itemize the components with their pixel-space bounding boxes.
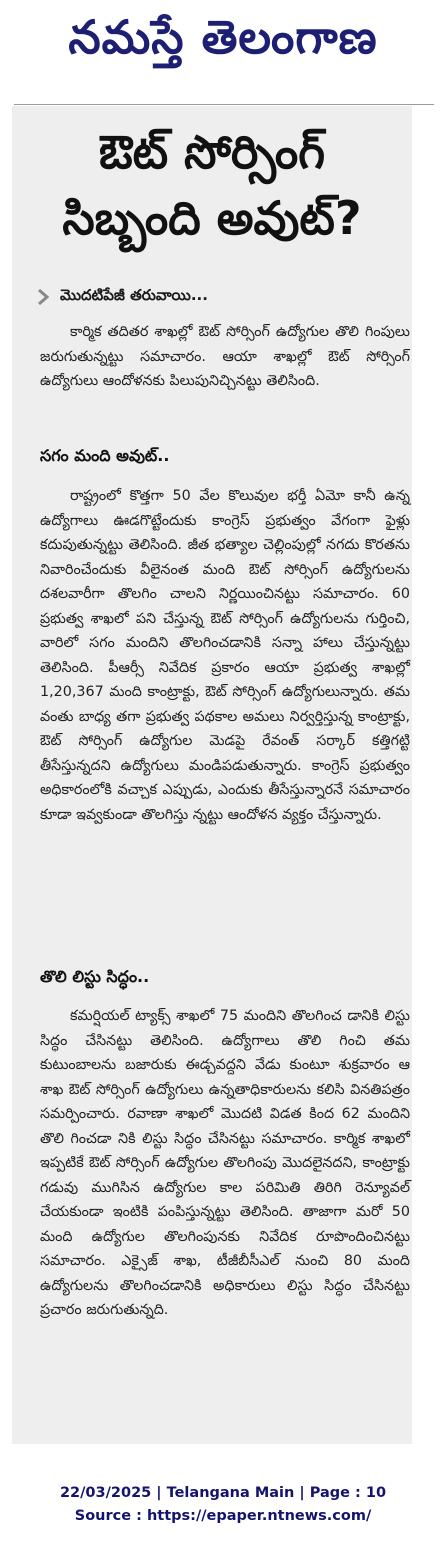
- headline-line-2: సిబ్బంది అవుట్?: [62, 191, 362, 245]
- paragraph-main: రాష్ట్రంలో కొత్తగా 50 వేల కొలువుల భర్తీ ఏమో కానీ ఉన్న ఉద్యోగాలు ఊడగొట్టేందుకు కాంగ్రెస్ ప్రభుత్వం వేగంగా ఫైళ్లు కదుపుతున్నట్టు తెలిసింది. జీత భత్యాల చెల్లింపుల్లో నగదు కొరతను నివారించేందుకు వీలైనంత మంది ఔట్ సోర్సింగ్ ఉద్యోగులను దశలవారీగా తొలగిం చాలని నిర్ణయించినట్టు సమాచారం. 60 ప్రభుత్వ శాఖలో పని చేస్తున్న ఔట్ సోర్సింగ్ ఉద్యోగులను గుర్తించి, వారిలో సగం మందిని తొలగించడానికి సన్నా హాలు చేస్తున్నట్టు తెలిసింది. పీఆర్సీ నివేదిక ప్రకారం ఆయా ప్రభుత్వ శాఖల్లో 1,20,367 మంది కాంట్రాక్టు, ఔట్ సోర్సింగ్ ఉద్యోగులున్నారు. తమ వంతు బాధ్య తగా ప్రభుత్వ పథకాల అమలు నిర్వర్తిస్తున్న కాంట్రాక్టు, ఔట్ సోర్సింగ్ ఉద్యోగుల మెడపై రేవంత్ సర్కార్ కత్తిగట్టి తీసేస్తున్నదని ఉద్యోగులు మండిపడుతున్నారు. కాంగ్రెస్ ప్రభుత్వం అధికారంలోకి వచ్చాక ఎప్పుడు, ఎందుకు తీసేస్తున్నారనే సమాచారం కూడా ఇవ్వకుండా తొలగిస్తు న్నట్టు ఆందోళన వ్యక్తం చేస్తున్నారు.: [40, 488, 410, 823]
- chevron-right-icon: [36, 288, 50, 306]
- subhead-first-list: తొలి లిస్టు సిద్ధం..: [40, 967, 150, 986]
- masthead-title: నమస్తే తెలంగాణ: [68, 10, 378, 64]
- article-clipping: [12, 106, 412, 1444]
- paragraph-intro: కార్మిక తదితర శాఖల్లో ఔట్ సోర్సింగ్ ఉద్యోగుల తొలి గింపులు జరుగుతున్నట్టు సమాచారం. ఆయా శాఖల్లో ఔట్ సోర్సింగ్ ఉద్యోగులు ఆందోళనకు పిలుపునిచ్చినట్టు తెలిసింది.: [40, 324, 410, 389]
- continued-from-marker: [36, 286, 336, 308]
- paragraph-list: కమర్షియల్ ట్యాక్స్ శాఖలో 75 మందిని తొలగించ డానికి లిస్టు సిద్ధం చేసినట్టు తెలిసింది. ఉద్యోగాలు తొలి గించి తమ కుటుంబాలను బజారుకు ఈడ్చవద్దని వేడు కుంటూ శుక్రవారం ఆ శాఖ ఔట్ సోర్సింగ్ ఉద్యోగులు ఉన్నతాధికారులను కలిసి వినతిపత్రం సమర్పించారు. రవాణా శాఖలో మొదటి విడత కింద 62 మందిని తొలి గించడా నికి లిస్టు సిద్ధం చేసినట్టు సమాచారం. కార్మిక శాఖలో ఇప్పటికే ఔట్ సోర్సింగ్ ఉద్యోగుల తొలగింపు మొదలైనదని, కాంట్రాక్టు గడువు ముగిసిన ఉద్యోగుల కాల పరిమితి తిరిగి రెన్యూవల్ చేయకుండా ఇంటికి పంపిస్తున్నట్టు తెలిసింది. తాజాగా మరో 50 మంది ఉద్యోగుల తొలగింపునకు నివేదిక రూపొందించినట్టు సమాచారం. ఎక్సైజ్ శాఖ, టీజీబీసీఎల్ నుంచి 80 మంది ఉద్యోగులను తొలగించడానికి అధికారులు లిస్టు సిద్ధం చేసినట్టు ప్రచారం జరుగుతున్నది.: [40, 1008, 410, 1318]
- continued-text: మొదటిపేజీ తరువాయి...: [60, 286, 208, 304]
- footer-source: Source : https://epaper.ntnews.com/: [74, 1508, 372, 1524]
- headline-line-1: ఔట్ సోర్సింగ్: [98, 125, 326, 179]
- subhead-half-out: సగం మంది అవుట్..: [40, 446, 170, 465]
- footer-date-page: 22/03/2025 | Telangana Main | Page : 10: [59, 1485, 387, 1501]
- divider: [14, 104, 434, 105]
- masthead: [14, 8, 432, 78]
